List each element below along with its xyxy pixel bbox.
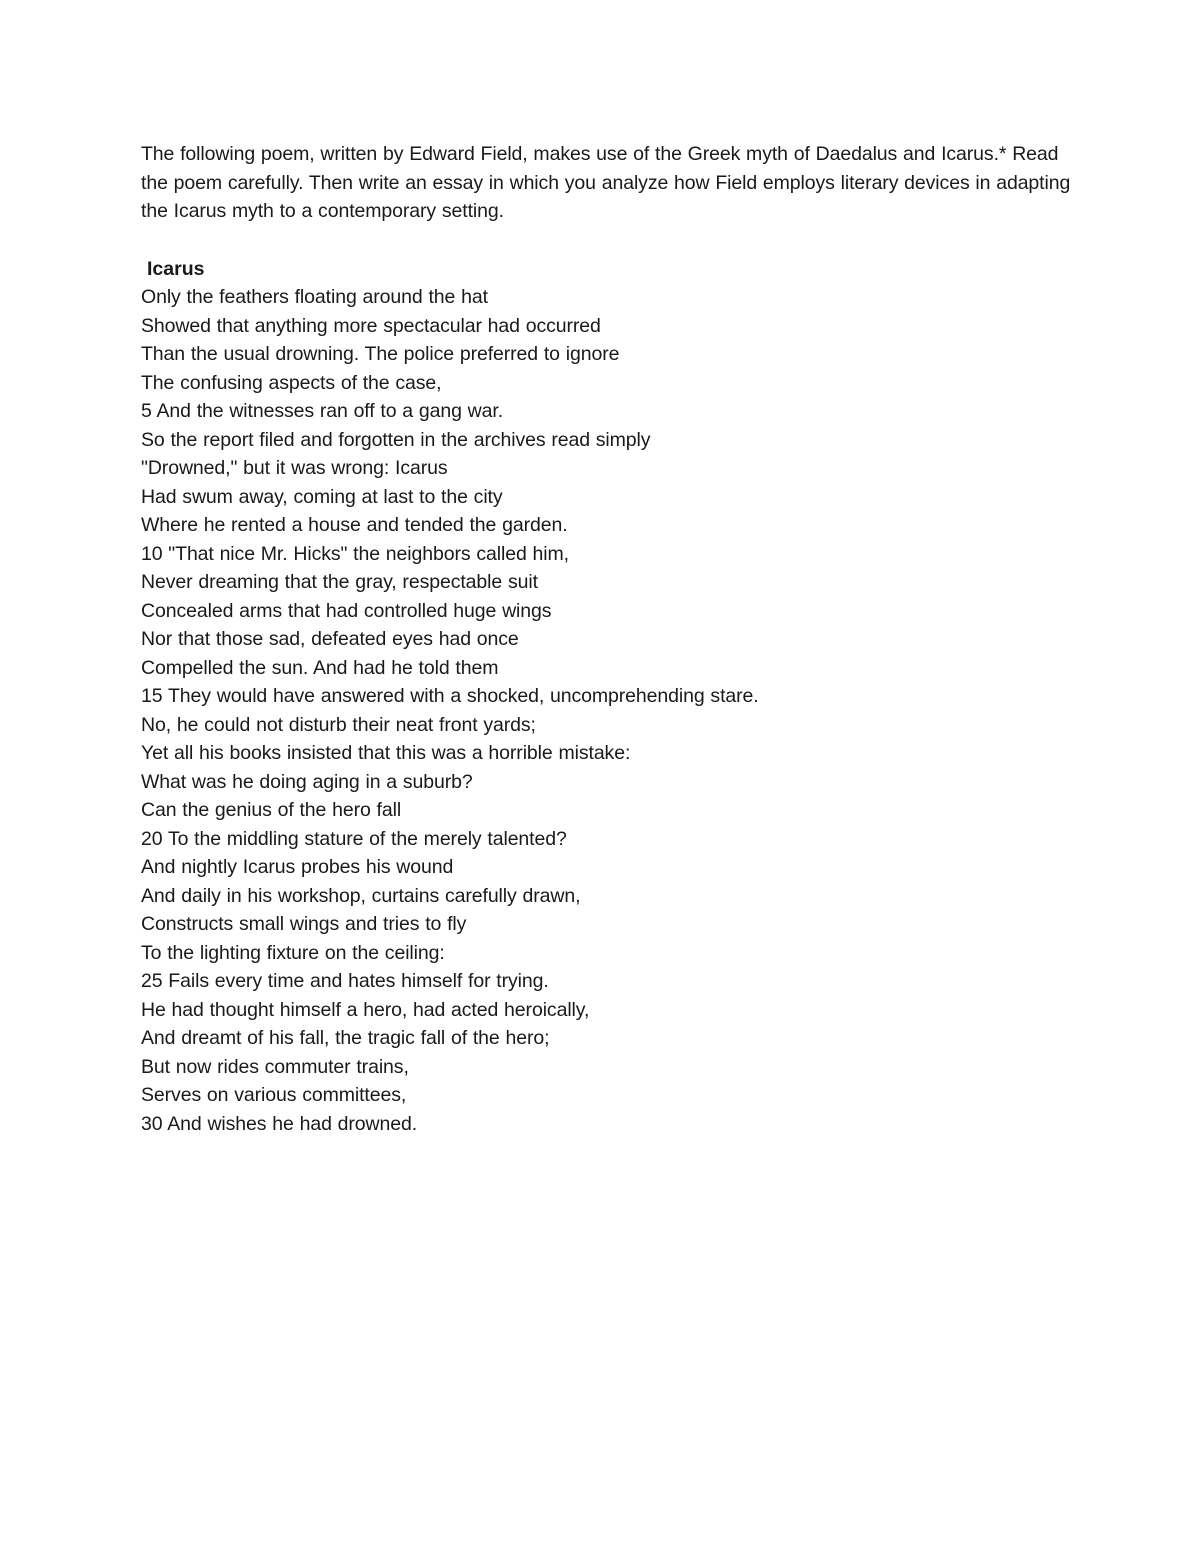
poem-line: To the lighting fixture on the ceiling: [141,941,445,964]
poem-line: He had thought himself a hero, had acted heroically, [141,998,590,1021]
poem-line: 10 "That nice Mr. Hicks" the neighbors called him, [141,542,569,565]
poem-line: 25 Fails every time and hates himself for trying. [141,970,549,992]
poem-line: Where he rented a house and tended the garden. [141,514,568,536]
document-page [141,140,1081,1138]
poem-line: And daily in his workshop, curtains carefully drawn, [141,884,581,907]
poem-line: "Drowned," but it was wrong: Icarus [141,457,448,479]
poem-line: Had swum away, coming at last to the city [141,485,503,508]
poem-line: So the report filed and forgotten in the archives read simply [141,428,651,451]
poem-line: And dreamt of his fall, the tragic fall of the hero; [141,1027,550,1049]
poem-line: Never dreaming that the gray, respectable suit [141,571,538,593]
essay-prompt: The following poem, written by Edward Field, makes use of the Greek myth of Daedalus and Icarus.* Read the poem carefully. Then write an essay in which you analyze how Field employs literary devices in adapting the Icarus myth to a contemporary setting. [141,143,1071,222]
poem-line: Than the usual drowning. The police preferred to ignore [141,343,620,365]
poem-line: What was he doing aging in a suburb? [141,770,473,793]
poem-line: Concealed arms that had controlled huge wings [141,599,552,622]
poem-line: Serves on various committees, [141,1084,407,1106]
poem-line: 30 And wishes he had drowned. [141,1112,418,1135]
poem-line: Compelled the sun. And had he told them [141,656,499,679]
poem-line: But now rides commuter trains, [141,1055,409,1078]
poem-line: Can the genius of the hero fall [141,799,402,821]
poem-line: No, he could not disturb their neat front yards; [141,713,536,736]
poem-title: Icarus [147,257,205,280]
poem-line: 15 They would have answered with a shocked, uncomprehending stare. [141,685,759,707]
poem-line: Only the feathers floating around the hat [141,286,488,308]
poem-line: Constructs small wings and tries to fly [141,913,467,935]
poem-line: 20 To the middling stature of the merely talented? [141,827,567,850]
poem-line: Yet all his books insisted that this was a horrible mistake: [141,742,631,764]
poem-line: Showed that anything more spectacular had occurred [141,314,601,337]
poem-line: And nightly Icarus probes his wound [141,856,454,878]
poem-line: The confusing aspects of the case, [141,371,442,394]
poem-line: 5 And the witnesses ran off to a gang war. [141,400,504,422]
poem-line: Nor that those sad, defeated eyes had once [141,628,519,650]
poem-body [141,283,1081,1138]
